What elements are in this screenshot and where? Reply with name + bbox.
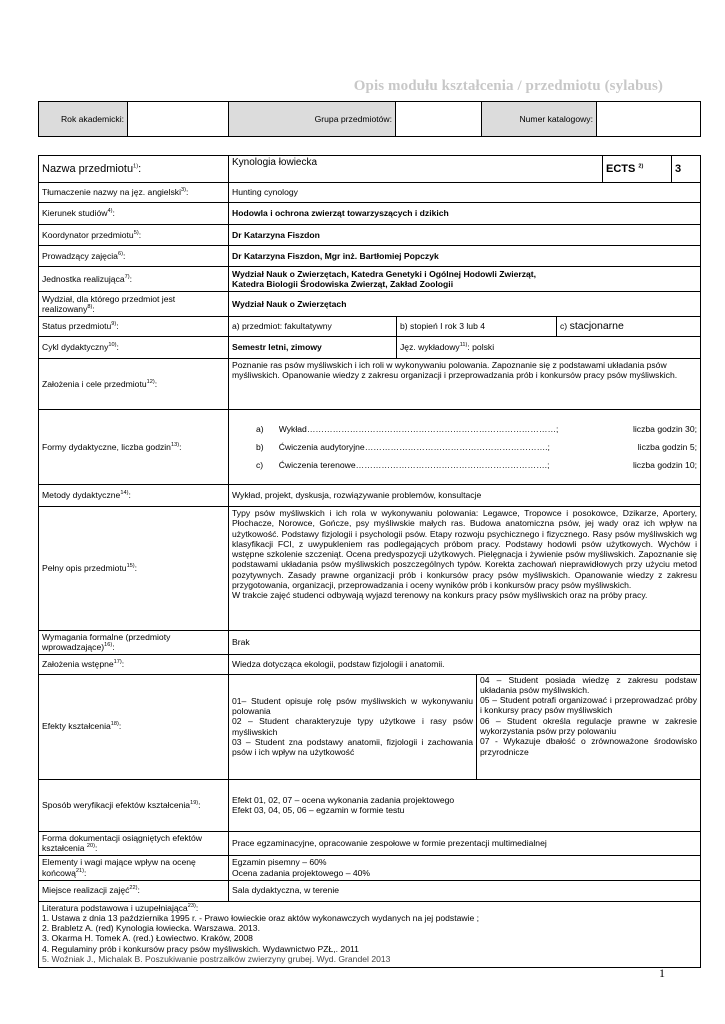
ects-value: 3 [672,156,701,183]
outcome-item: 02 – Student charakteryzuje typy użytkowe i rasy psów myśliwskich [232,716,473,737]
grade-weights-value: Egzamin pisemny – 60% Ocena zadania projektowego – 40% [229,855,701,880]
coordinator-row: Koordynator przedmiotu$^{5)}$: Dr Katarzyna Fiszdon [39,225,701,246]
forms-list [256,420,697,474]
verification-row: Sposób weryfikacji efektów kształcenia$^{19)}$: Efekt 01, 02, 07 – ocena wykonania zadania projektowego Efekt 03, 04, 05, 06 – egzamin w formie testu [39,779,701,831]
coordinator-value: Dr Katarzyna Fiszdon [229,225,701,246]
outcome-item: 04 – Student posiada wiedzę z zakresu podstaw układania psów myśliwskich. [480,674,697,695]
subject-group-label: Grupa przedmiotów: [229,102,396,137]
documentation-value: Prace egzaminacyjne, opracowanie zespołowe w formie prezentacji multimedialnej [229,831,701,855]
prerequisites-row: Założenia wstępne$^{17)}$: Wiedza dotycząca ekologii, podstaw fizjologii i anatomii. [39,654,701,674]
document-title: Opis modułu kształcenia / przedmiotu (sylabus) [353,78,663,94]
status-type: a) przedmiot: fakultatywny [229,317,397,337]
prerequisites-value: Wiedza dotycząca ekologii, podstaw fizjologii i anatomii. [229,654,701,674]
outcomes-left [229,675,477,779]
header-table [38,101,701,137]
literature-item: 4. Regulaminy prób i konkursów pracy psów myśliwskich. Wydawnictwo PZŁ,. 2011 [42,943,359,954]
literature-label: Literatura podstawowa i uzupełniająca [42,902,188,913]
subject-name-value: Kynologia łowiecka [229,156,603,183]
status-row: Status przedmiotu$^{9)}$: a) przedmiot: fakultatywny b) stopień I rok 3 lub 4 c) stacjonarne [39,317,701,337]
outcome-item: 01– Student opisuje rolę psów myśliwskich w wykonywaniu polowania [232,695,473,716]
literature-row: Literatura podstawowa i uzupełniająca$^{23)}$: 1. Ustawa z dnia 13 października 1995 r. - Prawo łowieckie oraz aktów wykonawczych wydanych na jej podstawie ; 2. Brabletz A. (red) Kynologia łowiecka. Warszawa. 2013. 3. Okarma H. Tomek A. (red.) Łowiectwo. Kraków, 2008 4. Regulaminy prób i konkursów pracy psów myśliwskich. Wydawnictwo PZŁ,. 2011 5. Woźniak J., Michalak B. Poszukiwanie postrzałków zwierzyny grubej. Wyd. Grandel 2013 [39,901,701,967]
location-value: Sala dydaktyczna, w terenie [229,880,701,901]
instructors-row: Prowadzący zajęcia$^{6)}$: Dr Katarzyna Fiszdon, Mgr inż. Bartłomiej Popczyk [39,246,701,267]
grade-weights-row: Elementy i wagi mające wpływ na ocenę końcową$^{21)}$: Egzamin pisemny – 60% Ocena zadania projektowego – 40% [39,855,701,880]
goals-row: Założenia i cele przedmiotu$^{12)}$: Poznanie ras psów myśliwskich i ich roli w wykonywaniu polowania. Zapoznanie się z podstawami układania psów myśliwskich. Opanowanie wiedzy z zakresu organizacji i przeprowadzania prób i konkursów pracy psów myśliwskich. [39,359,701,410]
list-item: a) Wykład……………………………………………………………………………; liczba godzin 30; [256,423,697,434]
status-mode: stacjonarne [569,320,624,333]
field-value: Hodowla i ochrona zwierząt towarzyszących i dzikich [229,203,701,225]
catalog-number-label: Numer katalogowy: [482,102,597,137]
cycle-value: Semestr letni, zimowy [229,337,397,359]
literature-item: 3. Okarma H. Tomek A. (red.) Łowiectwo. Kraków, 2008 [42,933,253,944]
literature-item: 5. Woźniak J., Michalak B. Poszukiwanie postrzałków zwierzyny grubej. Wyd. Grandel 2013 [42,954,391,965]
outcome-item: 05 – Student potrafi organizować i przeprowadzać próby i konkursy pracy psów myśliwskich [480,695,697,716]
cycle-row: Cykl dydaktyczny$^{10)}$: Semestr letni, zimowy Jęz. wykładowy$^{11)}$: polski [39,337,701,359]
academic-year-value[interactable] [128,102,229,137]
subject-name-label: Nazwa przedmiotu [42,162,134,175]
formal-requirements-row: Wymagania formalne (przedmioty wprowadzające)$^{16)}$: Brak [39,631,701,655]
faculty-value: Wydział Nauk o Zwierzętach [229,292,701,317]
forms-row: Formy dydaktyczne, liczba godzin$^{13)}$: a) Wykład……………………………………………………………………………; liczba godzin 30; b) Ćwiczenia audytoryjne……………………………………………………….; liczba godzin 5; c) Ćwiczenia terenowe………………………………………………………….; liczba godzin 10; [39,410,701,485]
syllabus-table [38,155,701,968]
list-item: c) Ćwiczenia terenowe………………………………………………………….; liczba godzin 10; [256,459,697,470]
formal-requirements-value: Brak [229,631,701,655]
list-item: b) Ćwiczenia audytoryjne……………………………………………………….; liczba godzin 5; [256,441,697,452]
language-value: : polski [467,342,495,353]
literature-item: 1. Ustawa z dnia 13 października 1995 r. - Prawo łowieckie oraz aktów wykonawczych wydanych na jej podstawie ; [42,912,480,923]
catalog-number-value[interactable] [597,102,701,137]
subject-name-row: Nazwa przedmiotu$^{1)}$: Kynologia łowiecka ECTS $^{2)}$ 3 [39,156,701,183]
outcome-item: 06 – Student określa regulacje prawne w zakresie wykorzystania psów przy polowaniu [480,715,697,737]
documentation-row: Forma dokumentacji osiągniętych efektów kształcenia $^{20)}$: Prace egzaminacyjne, opracowanie zespołowe w formie prezentacji multimedialnej [39,831,701,855]
outcome-item: 03 – Student zna podstawy anatomii, fizjologii i zachowania psów i ich wpływ na użytkowość [232,736,473,758]
full-description-value: Typy psów myśliwskich i ich rola w wykonywaniu polowania: Legawce, Tropowce i posokowce, Dzikarze, Aportery, Płochacze, Norowce, Gończe, psy myśliwskie małych ras. Budowa anatomiczna psów, jej wady oraz ich wpływ na użytkowość. Podstawy fizjologii i psychologii psów. Etapy rozwoju psychicznego i fizycznego. Rasy psów myśliwskich wg klasyfikacji FCI, z uwypukleniem ras podlegających próbom pracy. Podstawy hodowli psów użytkowych. Wychów i wstępne szkolenie szczeniąt. Ocena predyspozycji użytkowych. Pielęgnacja i żywienie psów myśliwskich. Zapoznanie się podstawami układania psów myśliwskich poszczególnych typów. Korekta zachowań nieprawidłowych przy użyciu metod pozytywnych. Zasady prawne organizacji prób i konkursów pracy psów myśliwskich. Opanowanie wiedzy z zakresu przygotowania, organizacji, przeprowadzania i oceny wyników prób i konkursów pracy psów myśliwskich. W trakcie zajęć studenci odbywają wyjazd terenowy na konkurs pracy psów myśliwskich oraz na próby pracy. [229,507,701,631]
unit-value: Wydział Nauk o Zwierzętach, Katedra Genetyki i Ogólnej Hodowli Zwierząt, Katedra Biologii Środowiska Zwierząt, Zakład Zoologii [229,267,701,292]
page-number: 1 [659,966,665,980]
translation-value: Hunting cynology [229,183,701,203]
outcome-item: 07 - Wykazuje dbałość o zrównoważone środowisko przyrodnicze [480,736,697,757]
methods-value: Wykład, projekt, dyskusja, rozwiązywanie problemów, konsultacje [229,485,701,507]
full-description-row: Pełny opis przedmiotu$^{15)}$: Typy psów myśliwskich i ich rola w wykonywaniu polowania: Legawce, Tropowce i posokowce, Dzikarze, Aportery, Płochacze, Norowce, Gończe, psy myśliwskie małych ras. Budowa anatomiczna psów, jej wady oraz ich wpływ na użytkowość. Podstawy fizjologii i psychologii psów. Etapy rozwoju psychicznego i fizycznego. Rasy psów myśliwskich wg klasyfikacji FCI, z uwypukleniem ras podlegających próbom pracy. Podstawy hodowli psów użytkowych. Wychów i wstępne szkolenie szczeniąt. Ocena predyspozycji użytkowych. Pielęgnacja i żywienie psów myśliwskich. Zapoznanie się podstawami układania psów myśliwskich poszczególnych typów. Korekta zachowań nieprawidłowych przy użyciu metod pozytywnych. Zasady prawne organizacji prób i konkursów pracy psów myśliwskich. Opanowanie wiedzy z zakresu przygotowania, organizacji, przeprowadzania i oceny wyników prób i konkursów pracy psów myśliwskich. W trakcie zajęć studenci odbywają wyjazd terenowy na konkurs pracy psów myśliwskich oraz na próby pracy. [39,507,701,631]
location-row: Miejsce realizacji zajęć$^{22)}$: Sala dydaktyczna, w terenie [39,880,701,901]
translation-row: Tłumaczenie nazwy na jęz. angielski$^{3)}$: Hunting cynology [39,183,701,203]
learning-outcomes-row: Efekty kształcenia$^{18)}$: 01– Student opisuje rolę psów myśliwskich w wykonywaniu polowania 02 – Student charakteryzuje typy użytkowe i rasy psów myśliwskich 03 – Student zna podstawy anatomii, fizjologii i zachowania psów i ich wpływ na użytkowość 04 – Student posiada wiedzę z zakresu podstaw układania psów myśliwskich. 05 – Student potrafi organizować i przeprowadzać próby i konkursy pracy psów myśliwskich 06 – Student określa regulacje prawne w zakresie wykorzystania psów przy polowaniu 07 - Wykazuje dbałość o zrównoważone środowisko przyrodnicze [39,674,701,779]
unit-row: Jednostka realizująca$^{7)}$: Wydział Nauk o Zwierzętach, Katedra Genetyki i Ogólnej Hodowli Zwierząt, Katedra Biologii Środowiska Zwierząt, Zakład Zoologii [39,267,701,292]
academic-year-label: Rok akademicki: [39,102,128,137]
literature-item: 2. Brabletz A. (red) Kynologia łowiecka. Warszawa. 2013. [42,923,260,934]
status-degree: b) stopień I rok 3 lub 4 [397,317,557,337]
ects-label: ECTS [606,162,636,175]
instructors-value: Dr Katarzyna Fiszdon, Mgr inż. Bartłomiej Popczyk [229,246,701,267]
goals-value: Poznanie ras psów myśliwskich i ich roli w wykonywaniu polowania. Zapoznanie się z podstawami układania psów myśliwskich. Opanowanie wiedzy z zakresu organizacji i przeprowadzania prób i konkursów pracy psów myśliwskich. [229,359,701,410]
methods-row: Metody dydaktyczne$^{14)}$: Wykład, projekt, dyskusja, rozwiązywanie problemów, konsultacje [39,485,701,507]
verification-value: Efekt 01, 02, 07 – ocena wykonania zadania projektowego Efekt 03, 04, 05, 06 – egzamin w formie testu [229,779,701,831]
field-row: Kierunek studiów$^{4)}$: Hodowla i ochrona zwierząt towarzyszących i dzikich [39,203,701,225]
outcomes-right [477,675,700,779]
faculty-row: Wydział, dla którego przedmiot jest realizowany$^{8)}$: Wydział Nauk o Zwierzętach [39,292,701,317]
subject-group-value[interactable] [396,102,482,137]
